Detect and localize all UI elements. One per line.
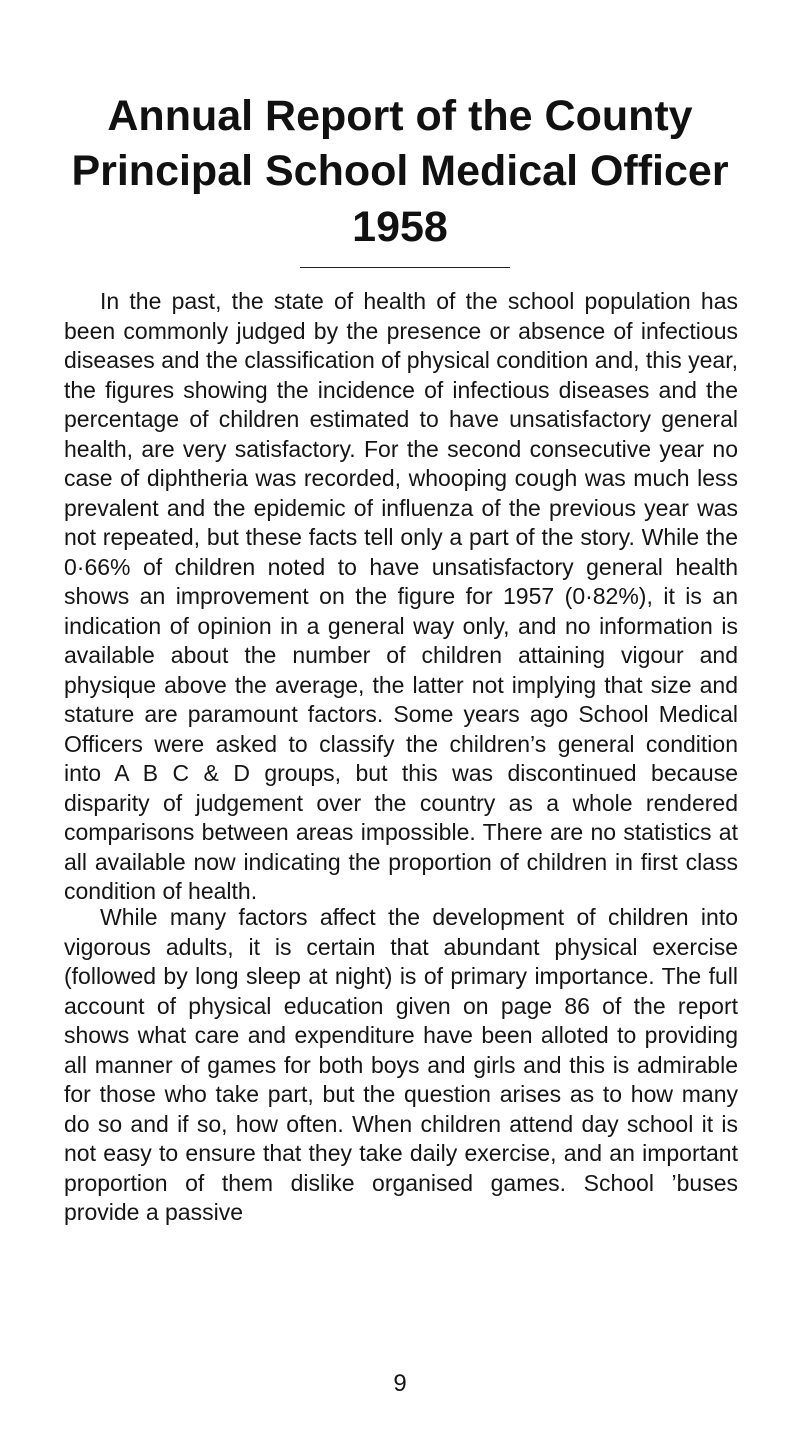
report-title-line-2: Principal School Medical Officer	[71, 147, 729, 195]
report-title-line-1: Annual Report of the County	[107, 92, 693, 140]
report-year: 1958	[352, 203, 448, 251]
page-number: 9	[393, 1370, 407, 1397]
paragraph-1: In the past, the state of health of the school population has been commonly judged by the presence or absence of infectious diseases and the classification of physical condition and, this year, the figures showing the incidence of infectious diseases and the percentage of children estimated to have unsatisfactory general health, are very satisfactory. For the second consecutive year no case of diphtheria was recorded, whooping cough was much less prevalent and the epidemic of influenza of the previous year was not repeated, but these facts tell only a part of the story. While the 0·66% of children noted to have unsatisfactory general health shows an improvement on the figure for 1957 (0·82%), it is an indication of opinion in a general way only, and no information is available about the number of children attaining vigour and physique above the average, the latter not implying that size and stature are paramount factors. Some years ago School Medical Officers were asked to classify the children’s general condition into A B C & D groups, but this was discontinued because disparity of judgement over the country as a whole rendered comparisons between areas impossible. There are no statistics at all available now indicating the proportion of children in first class condition of health.	[64, 288, 738, 904]
title-divider	[300, 267, 510, 268]
paragraph-2: While many factors affect the development of children into vigorous adults, it is certain that abundant physical exercise (followed by long sleep at night) is of primary importance. The full account of physical education given on page 86 of the report shows what care and expenditure have been alloted to providing all manner of games for both boys and girls and this is admirable for those who take part, but the question arises as to how many do so and if so, how often. When children attend day school it is not easy to ensure that they take daily exercise, and an important proportion of them dislike organised games. School ’buses provide a passive	[64, 904, 738, 1225]
